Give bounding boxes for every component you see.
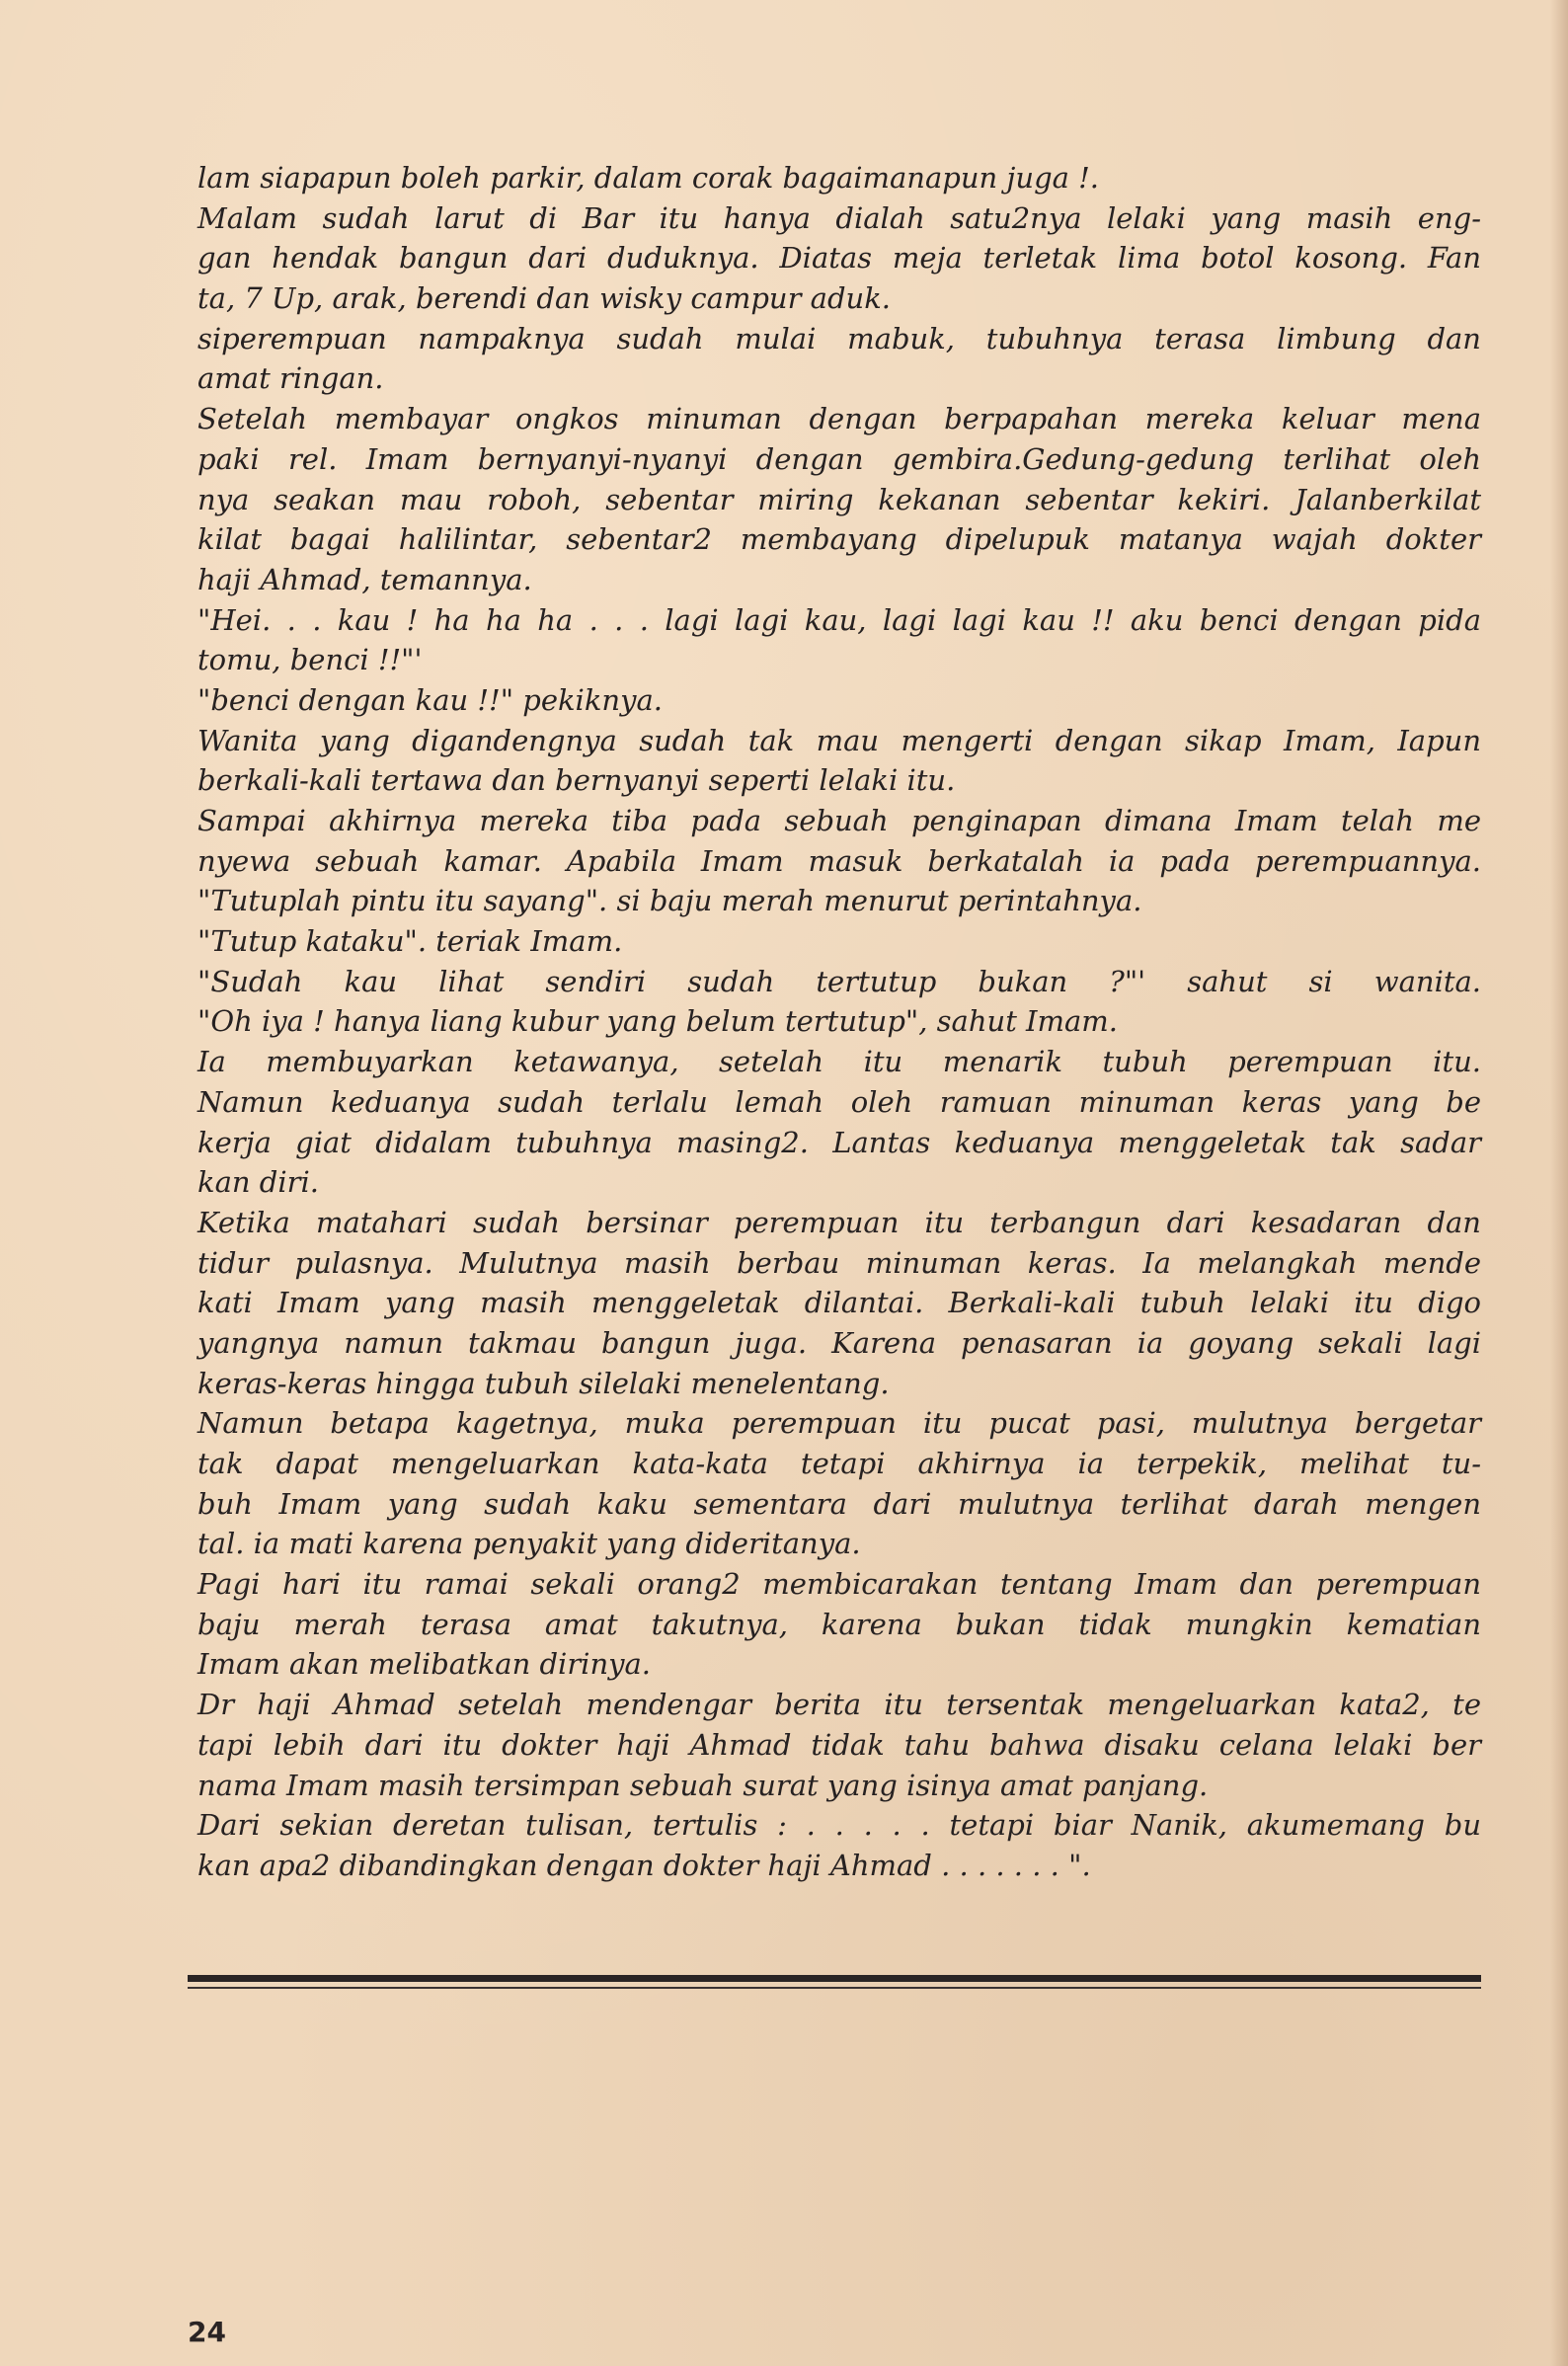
text-line: "Tutuplah pintu itu sayang". si baju merah menurut perintahnya. — [197, 884, 1142, 918]
text-line: ta, 7 Up, arak, berendi dan wisky campur aduk. — [197, 281, 892, 316]
text-line: yangnya namun takmau bangun juga. Karena penasaran ia goyang sekali lagi — [197, 1325, 1481, 1360]
text-line: "Hei. . . kau ! ha ha ha . . . lagi lagi kau, lagi lagi kau !! aku benci dengan pida — [197, 602, 1481, 637]
text-line: nya seakan mau roboh, sebentar miring kekanan sebentar kekiri. Jalanberkilat — [197, 482, 1481, 516]
text-line: "Tutup kataku". teriak Imam. — [197, 924, 623, 959]
text-line: "benci dengan kau !!" pekiknya. — [197, 682, 663, 717]
text-line: tapi lebih dari itu dokter haji Ahmad tidak tahu bahwa disaku celana lelaki ber — [197, 1727, 1481, 1762]
text-line: Ketika matahari sudah bersinar perempuan itu terbangun dari kesadaran dan — [197, 1205, 1481, 1239]
text-line: haji Ahmad, temannya. — [197, 562, 532, 596]
text-line: keras-keras hingga tubuh silelaki menelentang. — [197, 1366, 890, 1400]
text-line: berkali-kali tertawa dan bernyanyi seperti lelaki itu. — [197, 763, 956, 798]
text-line: gan hendak bangun dari duduknya. Diatas meja terletak lima botol kosong. Fan — [197, 241, 1481, 276]
text-line: kati Imam yang masih menggeletak dilantai. Berkali-kali tubuh lelaki itu digo — [197, 1286, 1481, 1320]
text-line: paki rel. Imam bernyanyi-nyanyi dengan gembira.Gedung-gedung terlihat oleh — [197, 441, 1481, 476]
section-divider — [188, 1975, 1481, 1982]
text-line: tal. ia mati karena penyakit yang dideritanya. — [197, 1527, 861, 1561]
text-line: Setelah membayar ongkos minuman dengan berpapahan mereka keluar mena — [197, 402, 1481, 436]
text-line: Ia membuyarkan ketawanya, setelah itu menarik tubuh perempuan itu. — [197, 1045, 1481, 1079]
text-line: tak dapat mengeluarkan kata-kata tetapi akhirnya ia terpekik, melihat tu- — [197, 1447, 1481, 1480]
page-edge-shadow — [1550, 0, 1568, 2366]
text-line: Malam sudah larut di Bar itu hanya dialah satu2nya lelaki yang masih eng- — [197, 200, 1481, 235]
text-line: nyewa sebuah kamar. Apabila Imam masuk berkatalah ia pada perempuannya. — [197, 843, 1481, 878]
text-line: kan diri. — [197, 1165, 319, 1200]
text-line: Dari sekian deretan tulisan, tertulis : . . . . . tetapi biar Nanik, akumemang bu — [197, 1808, 1481, 1843]
text-line: Namun betapa kagetnya, muka perempuan itu pucat pasi, mulutnya bergetar — [197, 1406, 1481, 1441]
text-line: tomu, benci !!"' — [197, 643, 423, 677]
text-line: kerja giat didalam tubuhnya masing2. Lantas keduanya menggeletak tak sadar — [197, 1125, 1481, 1159]
text-line: Sampai akhirnya mereka tiba pada sebuah penginapan dimana Imam telah me — [197, 804, 1481, 837]
text-line: "Oh iya ! hanya liang kubur yang belum tertutup", sahut Imam. — [197, 1004, 1119, 1039]
page-number: 24 — [188, 2316, 226, 2348]
text-line: kan apa2 dibandingkan dengan dokter haji Ahmad . . . . . . . ". — [197, 1848, 1091, 1882]
text-line: lam siapapun boleh parkir, dalam corak bagaimanapun juga !. — [197, 161, 1100, 195]
text-line: Dr haji Ahmad setelah mendengar berita itu tersentak mengeluarkan kata2, te — [197, 1688, 1481, 1722]
text-line: Imam akan melibatkan dirinya. — [197, 1647, 652, 1682]
text-line: baju merah terasa amat takutnya, karena bukan tidak mungkin kematian — [197, 1607, 1481, 1641]
text-line: Pagi hari itu ramai sekali orang2 membicarakan tentang Imam dan perempuan — [197, 1567, 1481, 1602]
text-line: amat ringan. — [197, 361, 384, 396]
text-line: siperempuan nampaknya sudah mulai mabuk, tubuhnya terasa limbung dan — [197, 321, 1481, 355]
text-line: Wanita yang digandengnya sudah tak mau mengerti dengan sikap Imam, Iapun — [197, 723, 1481, 757]
section-divider-thin — [188, 1987, 1481, 1989]
text-line: Namun keduanya sudah terlalu lemah oleh ramuan minuman keras yang be — [197, 1084, 1481, 1119]
story-text — [197, 158, 1481, 1886]
text-line: nama Imam masih tersimpan sebuah surat yang isinya amat panjang. — [197, 1768, 1209, 1802]
text-line: "Sudah kau lihat sendiri sudah tertutup bukan ?"' sahut si wanita. — [197, 964, 1481, 998]
text-line: buh Imam yang sudah kaku sementara dari mulutnya terlihat darah mengen — [197, 1486, 1481, 1521]
text-line: kilat bagai halilintar, sebentar2 membayang dipelupuk matanya wajah dokter — [197, 522, 1481, 557]
text-line: tidur pulasnya. Mulutnya masih berbau minuman keras. Ia melangkah mende — [197, 1245, 1481, 1280]
